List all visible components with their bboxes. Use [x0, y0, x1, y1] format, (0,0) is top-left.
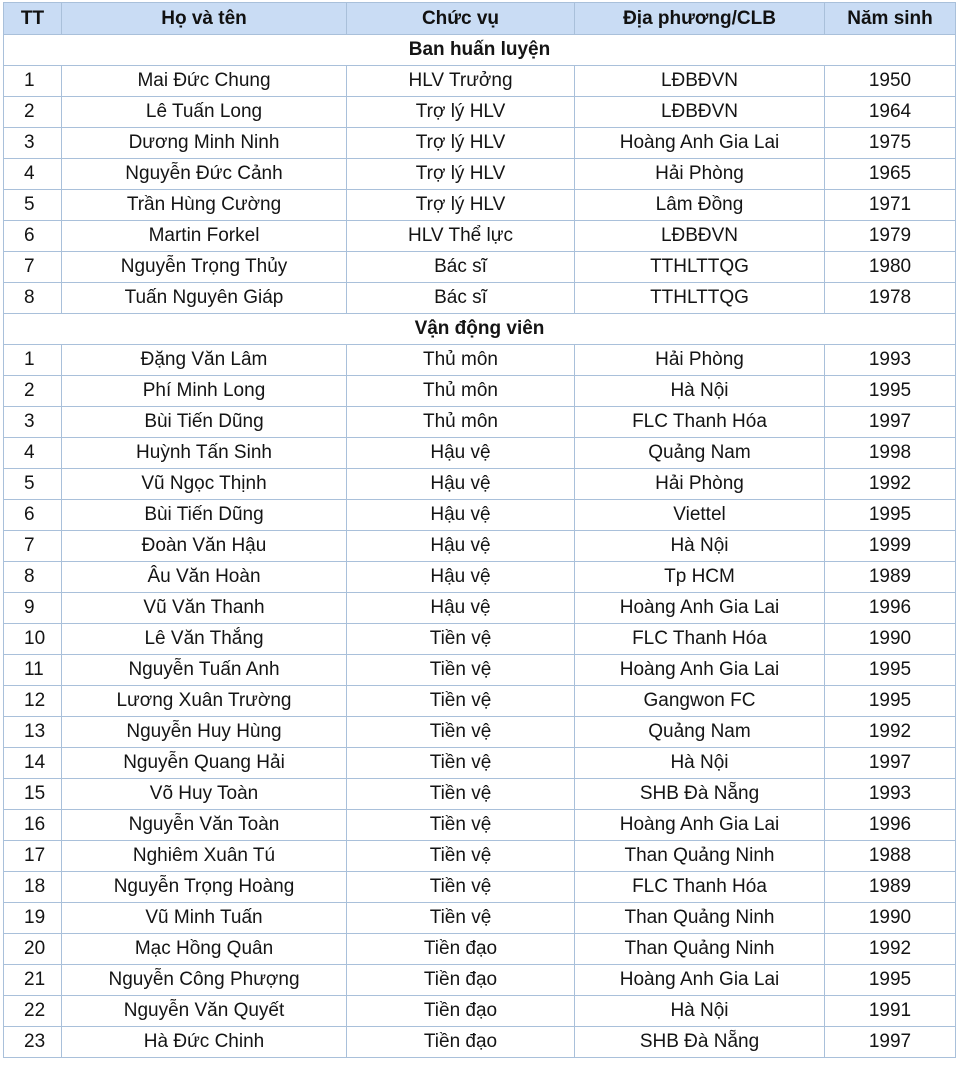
- cell-year: 1979: [825, 221, 956, 252]
- table-row: [4, 469, 956, 500]
- cell-name: Nguyễn Huy Hùng: [62, 717, 347, 748]
- cell-club: SHB Đà Nẵng: [575, 779, 825, 810]
- cell-name: Phí Minh Long: [62, 376, 347, 407]
- cell-role: Hậu vệ: [347, 593, 575, 624]
- cell-name: Nguyễn Trọng Hoàng: [62, 872, 347, 903]
- cell-role: Tiền đạo: [347, 934, 575, 965]
- cell-role: Tiền vệ: [347, 779, 575, 810]
- cell-club: Than Quảng Ninh: [575, 841, 825, 872]
- cell-year: 1991: [825, 996, 956, 1027]
- table-body: [4, 35, 956, 1058]
- cell-role: HLV Trưởng: [347, 66, 575, 97]
- cell-role: Thủ môn: [347, 345, 575, 376]
- cell-name: Lương Xuân Trường: [62, 686, 347, 717]
- cell-tt: 20: [4, 934, 62, 965]
- cell-name: Huỳnh Tấn Sinh: [62, 438, 347, 469]
- cell-role: Tiền vệ: [347, 872, 575, 903]
- table-row: [4, 686, 956, 717]
- table-row: [4, 810, 956, 841]
- cell-name: Âu Văn Hoàn: [62, 562, 347, 593]
- table-row: [4, 624, 956, 655]
- cell-role: Trợ lý HLV: [347, 128, 575, 159]
- cell-club: Hoàng Anh Gia Lai: [575, 593, 825, 624]
- table-row: [4, 345, 956, 376]
- cell-name: Nguyễn Đức Cảnh: [62, 159, 347, 190]
- cell-club: Hoàng Anh Gia Lai: [575, 810, 825, 841]
- table-row: [4, 655, 956, 686]
- cell-year: 1978: [825, 283, 956, 314]
- cell-year: 1995: [825, 500, 956, 531]
- cell-club: Gangwon FC: [575, 686, 825, 717]
- table-row: [4, 128, 956, 159]
- cell-year: 1989: [825, 872, 956, 903]
- cell-name: Bùi Tiến Dũng: [62, 500, 347, 531]
- cell-name: Nghiêm Xuân Tú: [62, 841, 347, 872]
- cell-name: Nguyễn Quang Hải: [62, 748, 347, 779]
- cell-tt: 5: [4, 469, 62, 500]
- cell-club: Hoàng Anh Gia Lai: [575, 128, 825, 159]
- cell-tt: 9: [4, 593, 62, 624]
- cell-club: Hải Phòng: [575, 345, 825, 376]
- cell-club: Quảng Nam: [575, 438, 825, 469]
- cell-tt: 8: [4, 562, 62, 593]
- cell-tt: 1: [4, 345, 62, 376]
- cell-tt: 12: [4, 686, 62, 717]
- cell-name: Đặng Văn Lâm: [62, 345, 347, 376]
- cell-role: Tiền đạo: [347, 996, 575, 1027]
- section-title: Ban huấn luyện: [4, 35, 956, 66]
- table-row: [4, 934, 956, 965]
- cell-tt: 3: [4, 128, 62, 159]
- cell-name: Bùi Tiến Dũng: [62, 407, 347, 438]
- cell-club: Hoàng Anh Gia Lai: [575, 655, 825, 686]
- cell-year: 1999: [825, 531, 956, 562]
- cell-name: Nguyễn Văn Toàn: [62, 810, 347, 841]
- cell-year: 1998: [825, 438, 956, 469]
- table-row: [4, 438, 956, 469]
- cell-club: FLC Thanh Hóa: [575, 872, 825, 903]
- cell-club: TTHLTTQG: [575, 252, 825, 283]
- cell-club: FLC Thanh Hóa: [575, 624, 825, 655]
- table-row: [4, 190, 956, 221]
- cell-role: Hậu vệ: [347, 500, 575, 531]
- cell-role: Thủ môn: [347, 407, 575, 438]
- cell-year: 1993: [825, 779, 956, 810]
- section-row: [4, 35, 956, 66]
- cell-club: Hải Phòng: [575, 469, 825, 500]
- cell-role: Tiền vệ: [347, 686, 575, 717]
- cell-name: Nguyễn Tuấn Anh: [62, 655, 347, 686]
- header-club: Địa phương/CLB: [575, 3, 825, 35]
- cell-year: 1990: [825, 903, 956, 934]
- table-row: [4, 717, 956, 748]
- table-row: [4, 593, 956, 624]
- cell-name: Martin Forkel: [62, 221, 347, 252]
- cell-name: Lê Văn Thắng: [62, 624, 347, 655]
- cell-role: Trợ lý HLV: [347, 190, 575, 221]
- cell-tt: 6: [4, 221, 62, 252]
- cell-club: LĐBĐVN: [575, 97, 825, 128]
- cell-name: Nguyễn Trọng Thủy: [62, 252, 347, 283]
- cell-role: Tiền vệ: [347, 810, 575, 841]
- cell-role: Bác sĩ: [347, 283, 575, 314]
- cell-year: 1995: [825, 376, 956, 407]
- cell-role: Bác sĩ: [347, 252, 575, 283]
- header-row: [4, 3, 956, 35]
- table-row: [4, 97, 956, 128]
- cell-tt: 15: [4, 779, 62, 810]
- cell-role: Tiền đạo: [347, 1027, 575, 1058]
- table-row: [4, 159, 956, 190]
- cell-year: 1980: [825, 252, 956, 283]
- cell-role: Hậu vệ: [347, 469, 575, 500]
- cell-tt: 14: [4, 748, 62, 779]
- cell-year: 1975: [825, 128, 956, 159]
- cell-club: Than Quảng Ninh: [575, 934, 825, 965]
- cell-role: Thủ môn: [347, 376, 575, 407]
- cell-name: Trần Hùng Cường: [62, 190, 347, 221]
- cell-year: 1997: [825, 407, 956, 438]
- table-row: [4, 841, 956, 872]
- cell-tt: 2: [4, 97, 62, 128]
- cell-tt: 4: [4, 438, 62, 469]
- cell-name: Tuấn Nguyên Giáp: [62, 283, 347, 314]
- cell-tt: 17: [4, 841, 62, 872]
- cell-tt: 11: [4, 655, 62, 686]
- table-row: [4, 996, 956, 1027]
- table-header: [4, 3, 956, 35]
- cell-name: Hà Đức Chinh: [62, 1027, 347, 1058]
- cell-year: 1993: [825, 345, 956, 376]
- cell-role: Hậu vệ: [347, 438, 575, 469]
- cell-club: Hà Nội: [575, 996, 825, 1027]
- cell-year: 1995: [825, 686, 956, 717]
- cell-name: Nguyễn Văn Quyết: [62, 996, 347, 1027]
- table-row: [4, 872, 956, 903]
- cell-year: 1996: [825, 593, 956, 624]
- header-role: Chức vụ: [347, 3, 575, 35]
- cell-club: Hà Nội: [575, 748, 825, 779]
- cell-name: Lê Tuấn Long: [62, 97, 347, 128]
- table-row: [4, 903, 956, 934]
- header-name: Họ và tên: [62, 3, 347, 35]
- cell-role: Tiền vệ: [347, 903, 575, 934]
- cell-name: Nguyễn Công Phượng: [62, 965, 347, 996]
- cell-year: 1990: [825, 624, 956, 655]
- cell-club: LĐBĐVN: [575, 66, 825, 97]
- cell-club: Hoàng Anh Gia Lai: [575, 965, 825, 996]
- cell-club: FLC Thanh Hóa: [575, 407, 825, 438]
- cell-club: Lâm Đồng: [575, 190, 825, 221]
- cell-club: SHB Đà Nẵng: [575, 1027, 825, 1058]
- cell-tt: 2: [4, 376, 62, 407]
- cell-tt: 7: [4, 252, 62, 283]
- cell-role: Tiền vệ: [347, 624, 575, 655]
- cell-tt: 22: [4, 996, 62, 1027]
- table-row: [4, 531, 956, 562]
- cell-tt: 3: [4, 407, 62, 438]
- cell-year: 1988: [825, 841, 956, 872]
- cell-name: Mạc Hồng Quân: [62, 934, 347, 965]
- cell-year: 1971: [825, 190, 956, 221]
- section-row: [4, 314, 956, 345]
- table-row: [4, 1027, 956, 1058]
- table-row: [4, 562, 956, 593]
- table-row: [4, 66, 956, 97]
- cell-role: Tiền đạo: [347, 965, 575, 996]
- cell-club: LĐBĐVN: [575, 221, 825, 252]
- table-row: [4, 407, 956, 438]
- cell-year: 1989: [825, 562, 956, 593]
- cell-year: 1995: [825, 965, 956, 996]
- cell-role: Tiền vệ: [347, 717, 575, 748]
- table-row: [4, 283, 956, 314]
- cell-tt: 18: [4, 872, 62, 903]
- cell-tt: 5: [4, 190, 62, 221]
- cell-tt: 23: [4, 1027, 62, 1058]
- cell-role: Tiền vệ: [347, 655, 575, 686]
- cell-year: 1997: [825, 1027, 956, 1058]
- cell-name: Đoàn Văn Hậu: [62, 531, 347, 562]
- roster-table: [3, 2, 956, 1058]
- cell-tt: 4: [4, 159, 62, 190]
- cell-role: Trợ lý HLV: [347, 159, 575, 190]
- cell-tt: 10: [4, 624, 62, 655]
- cell-year: 1996: [825, 810, 956, 841]
- cell-year: 1995: [825, 655, 956, 686]
- cell-tt: 19: [4, 903, 62, 934]
- cell-tt: 1: [4, 66, 62, 97]
- cell-name: Vũ Ngọc Thịnh: [62, 469, 347, 500]
- cell-club: Viettel: [575, 500, 825, 531]
- cell-year: 1964: [825, 97, 956, 128]
- cell-club: TTHLTTQG: [575, 283, 825, 314]
- cell-name: Võ Huy Toàn: [62, 779, 347, 810]
- cell-name: Vũ Minh Tuấn: [62, 903, 347, 934]
- cell-role: HLV Thể lực: [347, 221, 575, 252]
- table-row: [4, 965, 956, 996]
- cell-year: 1965: [825, 159, 956, 190]
- table-row: [4, 500, 956, 531]
- cell-role: Tiền vệ: [347, 841, 575, 872]
- cell-role: Hậu vệ: [347, 531, 575, 562]
- cell-club: Than Quảng Ninh: [575, 903, 825, 934]
- section-title: Vận động viên: [4, 314, 956, 345]
- header-tt: TT: [4, 3, 62, 35]
- table-row: [4, 779, 956, 810]
- table-row: [4, 748, 956, 779]
- cell-tt: 21: [4, 965, 62, 996]
- cell-role: Hậu vệ: [347, 562, 575, 593]
- cell-tt: 7: [4, 531, 62, 562]
- cell-role: Tiền vệ: [347, 748, 575, 779]
- cell-name: Vũ Văn Thanh: [62, 593, 347, 624]
- cell-club: Hải Phòng: [575, 159, 825, 190]
- cell-club: Tp HCM: [575, 562, 825, 593]
- cell-club: Hà Nội: [575, 531, 825, 562]
- cell-club: Hà Nội: [575, 376, 825, 407]
- table-row: [4, 252, 956, 283]
- table-row: [4, 376, 956, 407]
- cell-tt: 8: [4, 283, 62, 314]
- cell-name: Mai Đức Chung: [62, 66, 347, 97]
- cell-name: Dương Minh Ninh: [62, 128, 347, 159]
- table-row: [4, 221, 956, 252]
- cell-tt: 6: [4, 500, 62, 531]
- cell-club: Quảng Nam: [575, 717, 825, 748]
- header-year: Năm sinh: [825, 3, 956, 35]
- cell-year: 1992: [825, 934, 956, 965]
- cell-tt: 13: [4, 717, 62, 748]
- cell-year: 1950: [825, 66, 956, 97]
- cell-year: 1992: [825, 717, 956, 748]
- cell-tt: 16: [4, 810, 62, 841]
- cell-role: Trợ lý HLV: [347, 97, 575, 128]
- cell-year: 1992: [825, 469, 956, 500]
- cell-year: 1997: [825, 748, 956, 779]
